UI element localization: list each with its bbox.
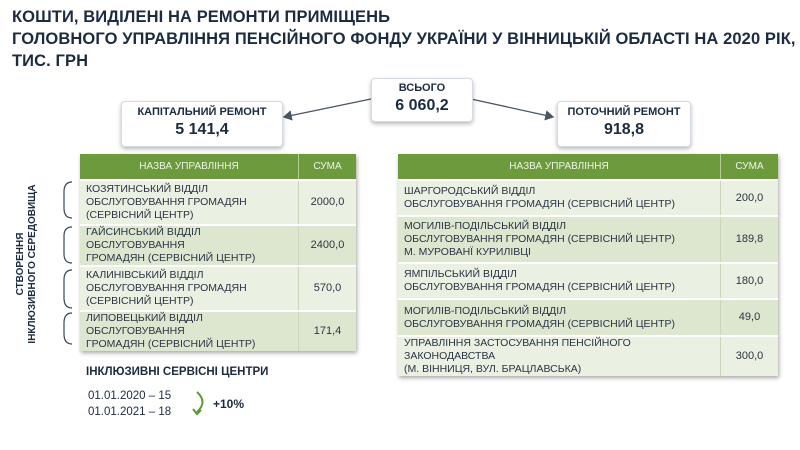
row-name: МОГИЛІВ-ПОДІЛЬСЬКИЙ ВІДДІЛ ОБСЛУГОВУВАННЯ ГРОМАДЯН (СЕРВІСНИЙ ЦЕНТР) [398,299,721,336]
table-header-row [80,154,356,180]
brace-1 [64,182,72,218]
total-value: 6 060,2 [395,97,449,114]
row-sum: 171,4 [299,311,357,351]
growth-arrow-icon [197,392,203,412]
row-name: ГАЙСИНСЬКИЙ ВІДДІЛ ОБСЛУГОВУВАННЯ ГРОМАДЯН (СЕРВІСНИЙ ЦЕНТР) [80,225,299,266]
table-row [80,180,356,225]
row-sum: 189,8 [721,216,779,263]
table-row [398,180,778,216]
capital-repair-value: 5 141,4 [175,121,229,138]
row-name: КАЛИНІВСЬКИЙ ВІДДІЛ ОБСЛУГОВУВАННЯ ГРОМАДЯН (СЕРВІСНИЙ ЦЕНТР) [80,266,299,311]
total-box [371,78,473,122]
row-name: ШАРГОРОДСЬКИЙ ВІДДІЛ ОБСЛУГОВУВАННЯ ГРОМАДЯН (СЕРВІСНИЙ ЦЕНТР) [398,180,721,216]
row-sum: 180,0 [721,263,779,299]
capital-repair-table [80,154,356,351]
current-repair-value: 918,8 [603,121,645,138]
row-name: ЯМПІЛЬСЬКИЙ ВІДДІЛ ОБСЛУГОВУВАННЯ ГРОМАДЯН (СЕРВІСНИЙ ЦЕНТР) [398,263,721,299]
header-sum: СУМА [299,154,357,180]
row-sum: 49,0 [721,299,779,336]
total-label: ВСЬОГО [398,82,446,94]
table-row [80,225,356,266]
header-name: НАЗВА УПРАВЛІННЯ [80,154,299,180]
table-row [398,336,778,376]
row-sum: 2000,0 [299,180,357,225]
inclusive-environment-label [15,174,39,354]
brace-2 [64,227,72,263]
row-name: ЛИПОВЕЦЬКИЙ ВІДДІЛ ОБСЛУГОВУВАННЯ ГРОМАДЯН (СЕРВІСНИЙ ЦЕНТР) [80,311,299,351]
title-line-1: КОШТИ, ВИДІЛЕНІ НА РЕМОНТИ ПРИМІЩЕНЬ [12,8,391,26]
title-line-3: ТИС. ГРН [12,52,89,70]
capital-repair-label: КАПІТАЛЬНИЙ РЕМОНТ [137,106,267,118]
table-row [398,299,778,336]
row-name: КОЗЯТИНСЬКИЙ ВІДДІЛ ОБСЛУГОВУВАННЯ ГРОМАДЯН (СЕРВІСНИЙ ЦЕНТР) [80,180,299,225]
row-sum: 300,0 [721,336,779,376]
inclusive-centers-title: ІНКЛЮЗИВНІ СЕРВІСНІ ЦЕНТРИ [86,366,269,378]
inclusive-count-2021: 01.01.2021 – 18 [88,406,172,418]
inclusive-count-2020: 01.01.2020 – 15 [88,390,172,402]
title-line-2: ГОЛОВНОГО УПРАВЛІННЯ ПЕНСІЙНОГО ФОНДУ УКРАЇНИ У ВІННИЦЬКІЙ ОБЛАСТІ НА 2020 РІК, [12,30,796,48]
row-sum: 570,0 [299,266,357,311]
row-sum: 2400,0 [299,225,357,266]
side-label-line-1: СТВОРЕННЯ [15,232,26,296]
row-sum: 200,0 [721,180,779,216]
current-repair-label: ПОТОЧНИЙ РЕМОНТ [567,106,681,118]
arrow-to-capital [284,99,371,117]
row-name: УПРАВЛІННЯ ЗАСТОСУВАННЯ ПЕНСІЙНОГО ЗАКОНОДАВСТВА (М. ВІННИЦЯ, ВУЛ. БРАЦЛАВСЬКА) [398,336,721,376]
brace-3 [64,270,72,308]
brace-4 [64,313,72,344]
row-name: МОГИЛІВ-ПОДІЛЬСЬКИЙ ВІДДІЛ ОБСЛУГОВУВАННЯ ГРОМАДЯН (СЕРВІСНИЙ ЦЕНТР) М. МУРОВАНЇ КУРИЛІВЦІ [398,216,721,263]
table-row [398,216,778,263]
side-label-line-2: ІНКЛЮЗИВНОГО СЕРЕДОВИЩА [27,184,38,344]
table-row [398,263,778,299]
table-header-row [398,154,778,180]
table-row [80,311,356,351]
header-sum: СУМА [721,154,779,180]
arrow-to-current [471,99,553,117]
current-repair-box [557,101,691,147]
header-name: НАЗВА УПРАВЛІННЯ [398,154,721,180]
current-repair-table [398,154,778,376]
growth-percent: +10% [213,397,245,411]
capital-repair-box [121,101,283,147]
table-row [80,266,356,311]
